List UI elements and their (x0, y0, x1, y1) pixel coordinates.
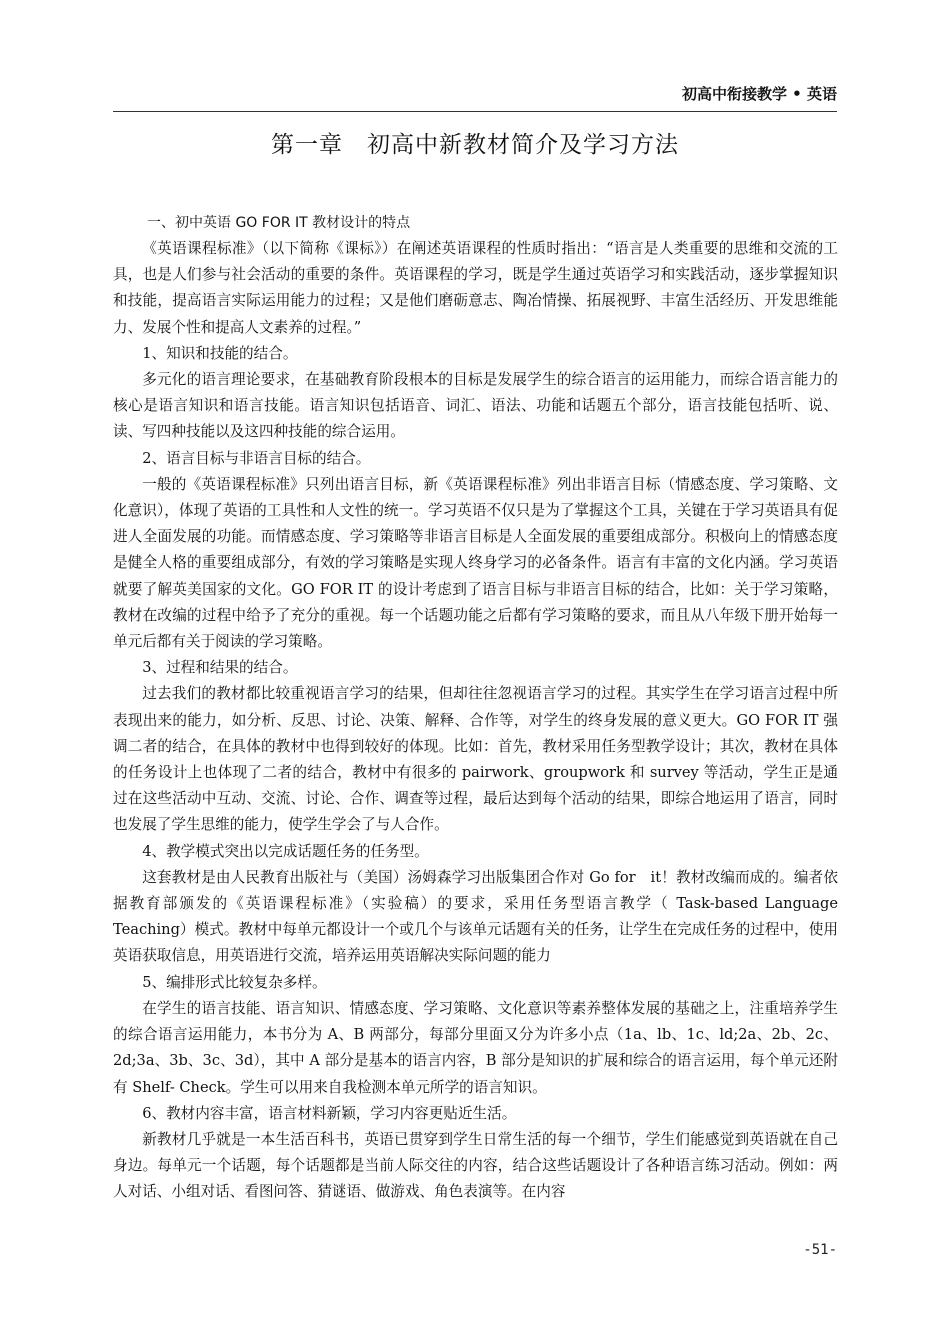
paragraph-3: 过去我们的教材都比较重视语言学习的结果，但却往往忽视语言学习的过程。其实学生在学习语言过程中所表现出来的能力，如分析、反思、讨论、决策、解释、合作等，对学生的终身发展的意义更大。GO FOR IT 强调二者的结合，在具体的教材中也得到较好的体现。比如：首先，教材采用任务型教学设计；其次，教材在具体的任务设计上也体现了二者的结合，教材中有很多的 pairwork、groupwork 和 survey 等活动，学生正是通过在这些活动中互动、交流、讨论、合作、调查等过程，最后达到每个活动的结果，即综合地运用了语言，同时也发展了学生思维的能力，使学生学会了与人合作。 (113, 685, 838, 834)
paragraph-4: 这套教材是由人民教育出版社与（美国）汤姆森学习出版集团合作对 Go for it！教材改编而成的。编者依据教育部颁发的《英语课程标准》（实验稿）的要求，采用任务型语言教学（ Task-based Language Teaching）模式。教材中每单元都设计一个或几个与该单元话题有关的任务，让学生在完成任务的过程中，使用英语获取信息，用英语进行交流，培养运用英语解决实际问题的能力 (113, 868, 838, 965)
paragraph-6: 新教材几乎就是一本生活百科书，英语已贯穿到学生日常生活的每一个细节，学生们能感觉到英语就在自己身边。每单元一个话题，每个话题都是当前人际交往的内容，结合这些话题设计了各种语言练习活动。例如：两人对话、小组对话、看图问答、猜谜语、做游戏、角色表演等。在内容 (113, 1130, 838, 1201)
paragraph-2: 一般的《英语课程标准》只列出语言目标，新《英语课程标准》列出非语言目标（情感态度、学习策略、文化意识），体现了英语的工具性和人文性的统一。学习英语不仅只是为了掌握这个工具，关键在于学习英语具有促进人全面发展的功能。而情感态度、学习策略等非语言目标是人全面发展的重要组成部分。积极向上的情感态度是健全人格的重要组成部分，有效的学习策略是实现人终身学习的必备条件。语言有丰富的文化内涵。学习英语就要了解英美国家的文化。GO FOR IT 的设计考虑到了语言目标与非语言目标的结合，比如：关于学习策略，教材在改编的过程中给予了充分的重视。每一个话题功能之后都有学习策略的要求，而且从八年级下册开始每一单元后都有关于阅读的学习策略。 (113, 475, 838, 651)
section-heading: 一、初中英语 GO FOR IT 教材设计的特点 (147, 215, 411, 231)
list-item-2: 2、语言目标与非语言目标的结合。 (142, 449, 371, 467)
list-item-4: 4、教学模式突出以完成话题任务的任务型。 (142, 842, 429, 860)
paragraph-5: 在学生的语言技能、语言知识、情感态度、学习策略、文化意识等素养整体发展的基础之上，注重培养学生的综合语言运用能力，本书分为 A、B 两部分，每部分里面又分为许多小点（1a、lb、1c、ld;2a、2b、2c、2d;3a、3b、3c、3d），其中 A 部分是基本的语言内容，B 部分是知识的扩展和综合的语言运用，每个单元还附有 Shelf- Check。学生可以用来自我检测本单元所学的语言知识。 (113, 999, 838, 1096)
running-header: 初高中衔接教学 • 英语 (681, 85, 837, 103)
chapter-name: 初高中新教材简介及学习方法 (367, 132, 679, 158)
header-rule (113, 111, 837, 112)
list-item-5: 5、编排形式比较复杂多样。 (142, 973, 327, 991)
list-item-3: 3、过程和结果的结合。 (142, 659, 298, 677)
page-body (113, 210, 838, 1206)
chapter-number: 第一章 (271, 132, 343, 158)
page-number: -51- (803, 1242, 837, 1258)
paragraph-intro: 《英语课程标准》（以下简称《课标》）在阐述英语课程的性质时指出：“语言是人类重要的思维和交流的工具，也是人们参与社会活动的重要的条件。英语课程的学习，既是学生通过英语学习和实践活动，逐步掌握知识和技能，提高语言实际运用能力的过程；又是他们磨砺意志、陶冶情操、拓展视野、丰富生活经历、开发思维能力、发展个性和提高人文素养的过程。” (113, 240, 838, 336)
list-item-6: 6、教材内容丰富，语言材料新颖，学习内容更贴近生活。 (142, 1104, 517, 1122)
paragraph-1: 多元化的语言理论要求，在基础教育阶段根本的目标是发展学生的综合语言的运用能力，而综合语言能力的核心是语言知识和语言技能。语言知识包括语音、词汇、语法、功能和话题五个部分，语言技能包括听、说、读、写四种技能以及这四种技能的综合运用。 (113, 371, 838, 441)
list-item-1: 1、知识和技能的结合。 (142, 344, 298, 362)
chapter-title (0, 128, 950, 162)
